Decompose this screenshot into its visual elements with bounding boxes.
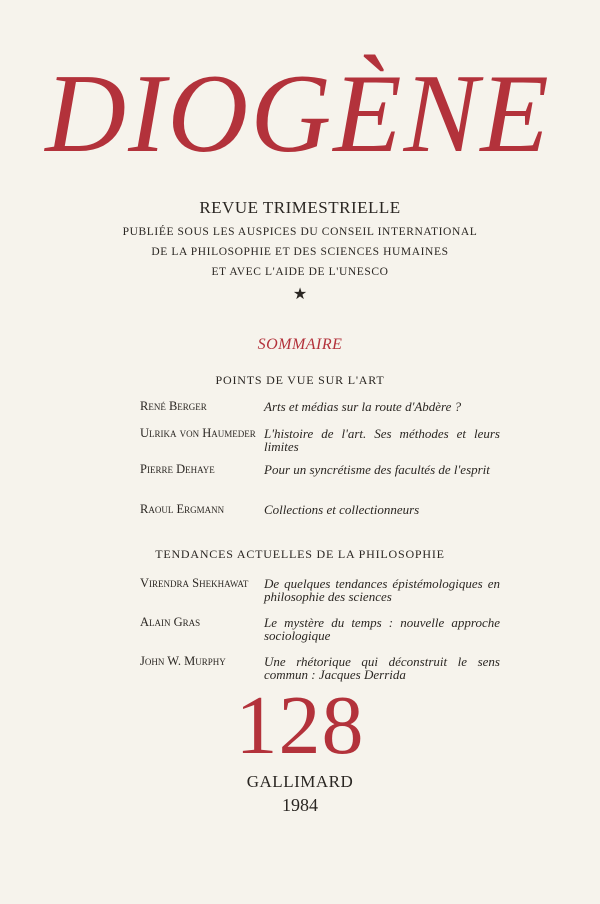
sponsor-line: ET AVEC L'AIDE DE L'UNESCO (211, 266, 389, 278)
entry-author: René Berger (140, 399, 207, 413)
entry-title: Arts et médias sur la route d'Abdère ? (264, 399, 462, 414)
issue-number: 128 (235, 679, 365, 772)
entry-title: Pour un syncrétisme des facultés de l'esprit (264, 462, 490, 477)
star-icon: ★ (292, 286, 308, 303)
entry-title: Collections et collectionneurs (264, 502, 420, 517)
entry-title: Le mystère du temps : nouvelle approche sociologique (264, 615, 500, 643)
entry-title: De quelques tendances épistémologiques en philosophie des sciences (264, 576, 500, 604)
entry-author: Pierre Dehaye (140, 462, 215, 476)
entry-author: Virendra Shekhawat (140, 576, 249, 590)
sponsor-line: PUBLIÉE SOUS LES AUSPICES DU CONSEIL INTERNATIONAL (122, 226, 478, 238)
entry-author: John W. Murphy (140, 654, 226, 668)
contents-heading: SOMMAIRE (257, 336, 343, 353)
journal-subtitle: REVUE TRIMESTRIELLE (199, 198, 401, 217)
entry-title: Une rhétorique qui déconstruit le sens commun : Jacques Derrida (264, 654, 500, 682)
entry-title: L'histoire de l'art. Ses méthodes et leurs limites (264, 426, 500, 454)
sponsor-line: DE LA PHILOSOPHIE ET DES SCIENCES HUMAINES (151, 246, 449, 258)
entry-author: Raoul Ergmann (140, 502, 225, 516)
entry-author: Ulrika von Haumeder (140, 426, 256, 440)
publication-year: 1984 (282, 795, 318, 815)
journal-title: DIOGÈNE (45, 52, 551, 176)
section-heading: POINTS DE VUE SUR L'ART (215, 373, 385, 387)
entry-author: Alain Gras (140, 615, 201, 629)
publisher: GALLIMARD (246, 772, 354, 791)
section-heading: TENDANCES ACTUELLES DE LA PHILOSOPHIE (155, 547, 445, 561)
